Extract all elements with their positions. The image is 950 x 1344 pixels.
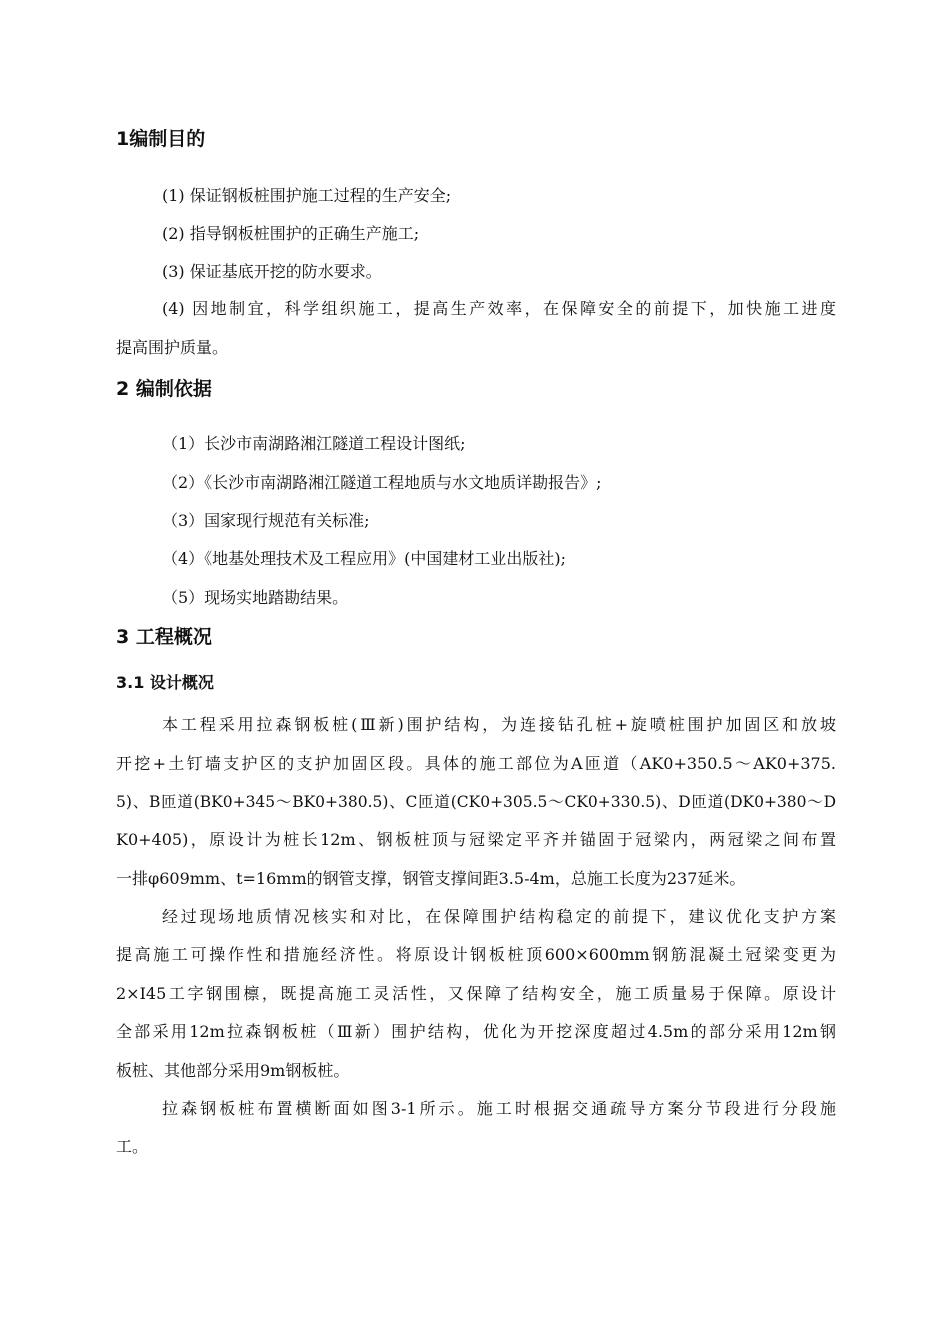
design-para-3-line-1: 拉森钢板桩布置横断面如图3-1所示。施工时根据交通疏导方案分节段进行分段施 — [162, 1099, 836, 1118]
purpose-item-2: (2) 指导钢板桩围护的正确生产施工; — [162, 224, 420, 243]
design-para-2-line-1: 经过现场地质情况核实和对比，在保障围护结构稳定的前提下，建议优化支护方案 — [162, 907, 836, 926]
section-heading-2: 2 编制依据 — [116, 378, 212, 400]
basis-item-2: （2）《长沙市南湖路湘江隧道工程地质与水文地质详勘报告》; — [162, 473, 602, 492]
purpose-item-3: (3) 保证基底开挖的防水要求。 — [162, 262, 382, 281]
subsection-heading-3-1: 3.1 设计概况 — [116, 673, 214, 692]
design-para-2-line-3: 2×I45工字钢围檩，既提高施工灵活性，又保障了结构安全，施工质量易于保障。原设计 — [116, 984, 836, 1003]
design-para-1-line-3: 5)、B匝道(BK0+345～BK0+380.5)、C匝道(CK0+305.5～CK0+330.5)、D匝道(DK0+380～D — [116, 793, 836, 811]
design-para-2-line-4: 全部采用12m拉森钢板桩（Ⅲ新）围护结构，优化为开挖深度超过4.5m的部分采用12m钢 — [116, 1022, 836, 1041]
purpose-item-4-line-2: 提高围护质量。 — [116, 338, 229, 357]
design-para-1-line-1: 本工程采用拉森钢板桩(Ⅲ新)围护结构，为连接钻孔桩+旋喷桩围护加固区和放坡 — [162, 715, 836, 734]
design-para-2-line-5: 板桩、其他部分采用9m钢板桩。 — [116, 1061, 350, 1080]
design-para-1-line-2: 开挖+土钉墙支护区的支护加固区段。具体的施工部位为A匝道（AK0+350.5～AK0+375. — [116, 754, 836, 773]
basis-item-5: （5）现场实地踏勘结果。 — [162, 588, 349, 607]
basis-item-3: （3）国家现行规范有关标准; — [162, 511, 370, 530]
purpose-item-4-line-1: (4) 因地制宜，科学组织施工，提高生产效率，在保障安全的前提下，加快施工进度 — [162, 299, 836, 318]
section-heading-1: 1编制目的 — [116, 128, 206, 150]
basis-item-4: （4）《地基处理技术及工程应用》(中国建材工业出版社); — [162, 549, 567, 568]
design-para-1-line-5: 一排φ609mm、t=16mm的钢管支撑，钢管支撑间距3.5-4m，总施工长度为237延米。 — [116, 869, 746, 888]
design-para-1-line-4: K0+405)，原设计为桩长12m、钢板桩顶与冠梁定平齐并锚固于冠梁内，两冠梁之间布置 — [116, 830, 836, 849]
basis-item-1: （1）长沙市南湖路湘江隧道工程设计图纸; — [162, 434, 466, 453]
design-para-3-line-2: 工。 — [116, 1137, 149, 1156]
design-para-2-line-2: 提高施工可操作性和措施经济性。将原设计钢板桩顶600×600mm钢筋混凝土冠梁变更为 — [116, 945, 836, 964]
purpose-item-1: (1) 保证钢板桩围护施工过程的生产安全; — [162, 186, 452, 205]
section-heading-3: 3 工程概况 — [116, 626, 212, 648]
